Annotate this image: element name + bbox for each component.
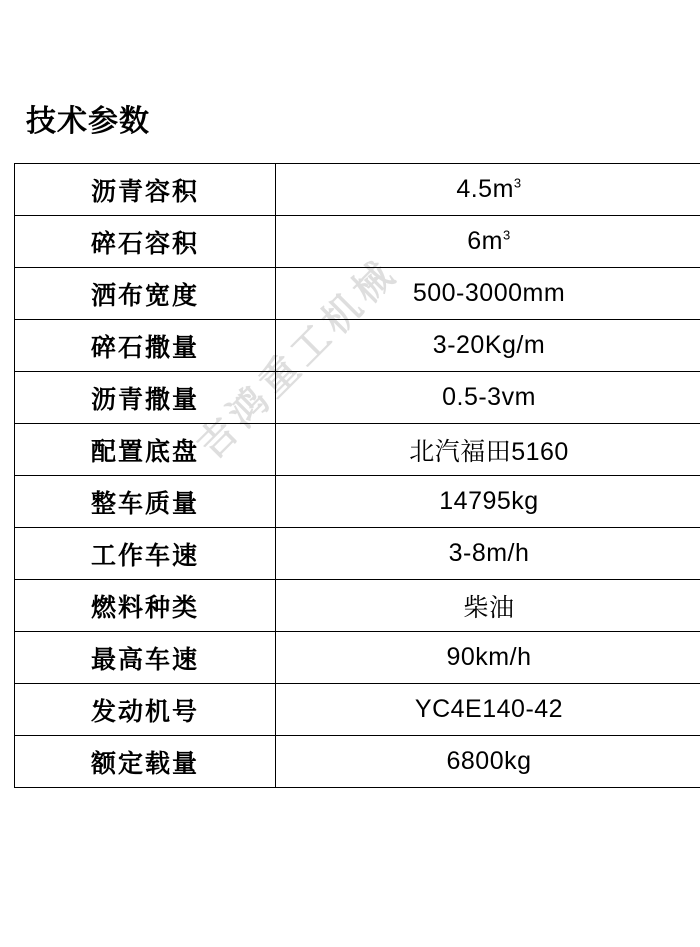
table-row xyxy=(15,424,700,476)
page-title: 技术参数 xyxy=(26,105,150,138)
spec-value-cell xyxy=(276,268,700,320)
spec-label-cell: 沥青撒量 xyxy=(15,372,276,424)
technical-parameters-table xyxy=(14,163,700,788)
table-row xyxy=(15,320,700,372)
spec-label-cell: 发动机号 xyxy=(15,684,276,736)
table-row xyxy=(15,372,700,424)
table-row xyxy=(15,528,700,580)
spec-value-superscript: 3 xyxy=(513,175,522,191)
table-row xyxy=(15,684,700,736)
table-row xyxy=(15,580,700,632)
table-row xyxy=(15,216,700,268)
table-row xyxy=(15,632,700,684)
watermark-text: 吉鸿重工机械 xyxy=(189,251,407,468)
spec-label-cell: 碎石撒量 xyxy=(15,320,276,372)
spec-value-cell xyxy=(276,528,700,580)
spec-value-text: 4.5m xyxy=(456,175,514,203)
spec-value-text: 北汽福田5160 xyxy=(409,437,569,466)
spec-value-text: 柴油 xyxy=(463,593,515,622)
spec-value-text: 6800kg xyxy=(446,747,532,775)
spec-value-cell xyxy=(276,320,700,372)
spec-value-text: 3-8m/h xyxy=(448,539,530,567)
table-body xyxy=(15,164,700,788)
spec-label-cell: 配置底盘 xyxy=(15,424,276,476)
spec-value-text: 90km/h xyxy=(446,643,532,671)
spec-value-cell xyxy=(276,424,700,476)
spec-value-text: 500-3000mm xyxy=(412,279,566,307)
spec-value-text: 6m xyxy=(467,227,503,255)
spec-label-cell: 额定载量 xyxy=(15,736,276,788)
spec-label-cell: 沥青容积 xyxy=(15,164,276,216)
spec-value-text: YC4E140-42 xyxy=(414,695,564,723)
spec-value-cell xyxy=(276,736,700,788)
spec-value-text: 0.5-3vm xyxy=(442,383,536,411)
spec-label-cell: 最高车速 xyxy=(15,632,276,684)
spec-label-cell: 洒布宽度 xyxy=(15,268,276,320)
spec-value-text: 14795kg xyxy=(439,487,539,515)
spec-value-cell xyxy=(276,476,700,528)
spec-label-cell: 燃料种类 xyxy=(15,580,276,632)
table-row xyxy=(15,476,700,528)
spec-value-cell xyxy=(276,164,700,216)
spec-value-cell xyxy=(276,632,700,684)
spec-value-cell xyxy=(276,580,700,632)
table-row xyxy=(15,164,700,216)
spec-value-text: 3-20Kg/m xyxy=(432,331,546,359)
table-row xyxy=(15,736,700,788)
spec-label-cell: 碎石容积 xyxy=(15,216,276,268)
spec-label-cell: 整车质量 xyxy=(15,476,276,528)
spec-value-cell xyxy=(276,684,700,736)
spec-value-cell xyxy=(276,372,700,424)
spec-value-superscript: 3 xyxy=(503,227,511,243)
table-row xyxy=(15,268,700,320)
spec-value-cell xyxy=(276,216,700,268)
spec-label-cell: 工作车速 xyxy=(15,528,276,580)
